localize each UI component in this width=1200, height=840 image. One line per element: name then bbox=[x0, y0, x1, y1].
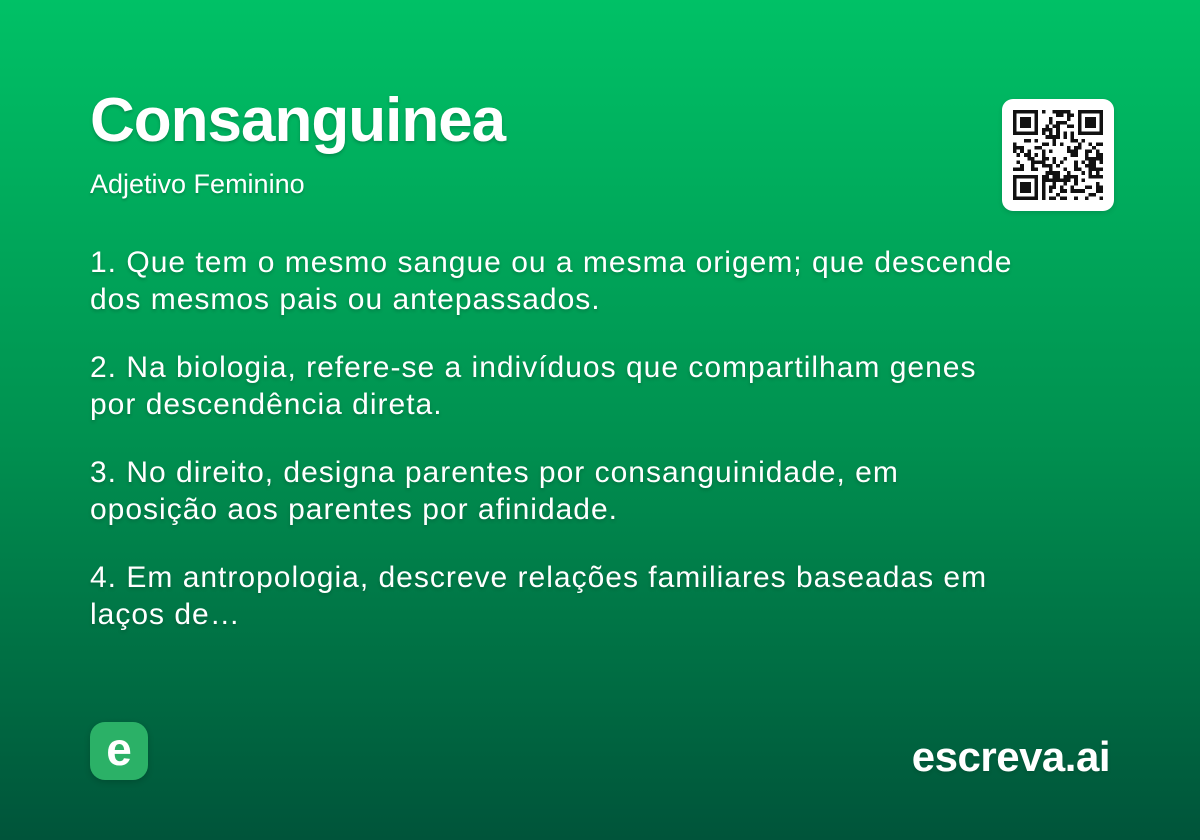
definition-4 bbox=[90, 559, 1120, 633]
qr-code-pattern bbox=[1013, 110, 1103, 200]
definition-4-line-1: 4. Em antropologia, descreve relações familiares baseadas em bbox=[90, 561, 988, 594]
definitions-list bbox=[90, 244, 1120, 664]
definition-3-line-2: oposição aos parentes por afinidade. bbox=[90, 493, 619, 526]
qr-code-icon bbox=[1002, 99, 1114, 211]
definition-2-line-2: por descendência direta. bbox=[90, 388, 443, 421]
definition-2-line-1: 2. Na biologia, refere-se a indivíduos que compartilham genes bbox=[90, 351, 977, 384]
card-header bbox=[90, 88, 505, 200]
escreva-logo-letter: e bbox=[106, 723, 132, 775]
word-title: Consanguinea bbox=[90, 86, 506, 155]
definition-2 bbox=[90, 349, 1120, 423]
escreva-logo bbox=[90, 722, 148, 780]
definition-3-line-1: 3. No direito, designa parentes por consanguinidade, em bbox=[90, 456, 899, 489]
definition-3 bbox=[90, 454, 1120, 528]
definition-1-line-1: 1. Que tem o mesmo sangue ou a mesma origem; que descende bbox=[90, 246, 1013, 279]
definition-1-line-2: dos mesmos pais ou antepassados. bbox=[90, 283, 601, 316]
brand-wordmark: escreva.ai bbox=[911, 733, 1110, 780]
word-category: Adjetivo Feminino bbox=[90, 169, 305, 200]
definition-1 bbox=[90, 244, 1120, 318]
definition-4-line-2: laços de… bbox=[90, 598, 241, 631]
